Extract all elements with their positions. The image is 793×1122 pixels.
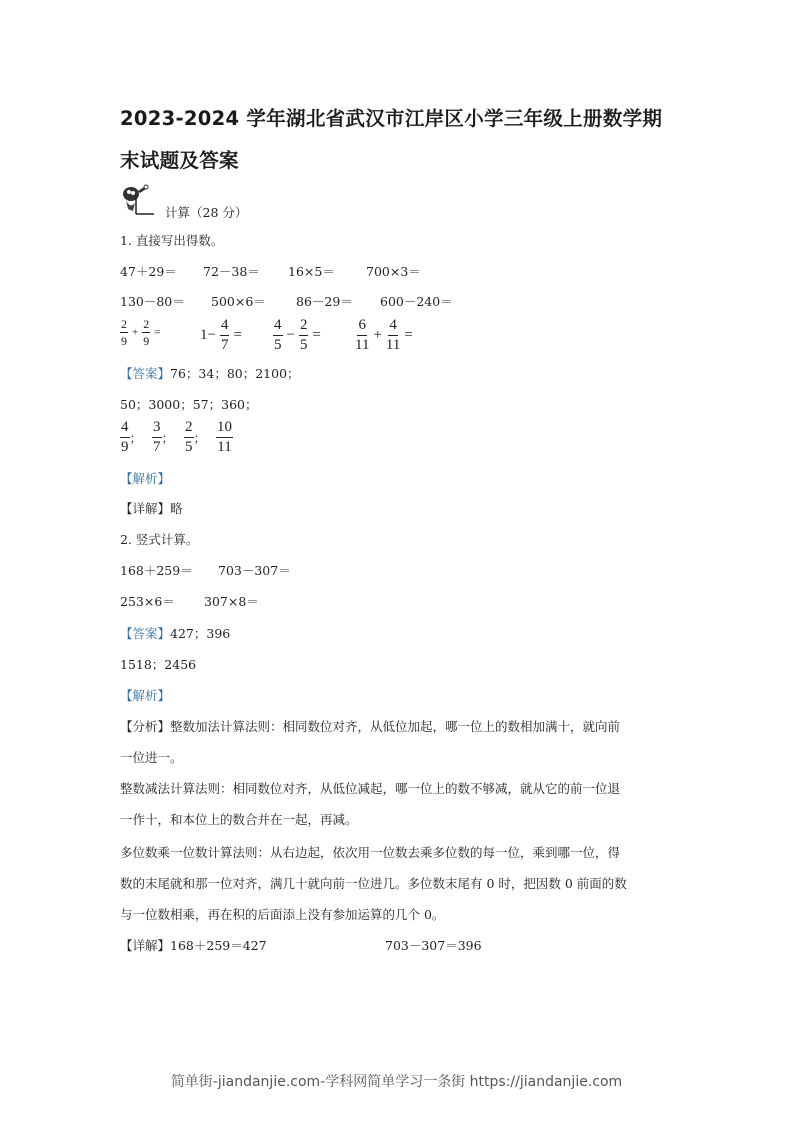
expression: 130－80＝ (120, 294, 185, 309)
fraction-expression: $\frac{6}{11}$ + $\frac{4}{11}$ = (355, 317, 413, 353)
fraction: $\frac{2}{9}$ (143, 317, 150, 348)
expression: 700×3＝ (366, 264, 421, 279)
question-1-answer-line-2: 50；3000；57；360； (120, 397, 258, 412)
fraction-expression: $\frac{2}{9}$ + $\frac{2}{9}$ = (121, 317, 161, 348)
expression: 307×8＝ (204, 594, 259, 609)
answer-label: 【答案】 (120, 366, 171, 381)
expression: 253×6＝ (120, 594, 175, 609)
expression: 47＋29＝ (120, 264, 177, 279)
fraction-expression: 1− $\frac{4}{7}$ = (200, 317, 242, 353)
question-1-prompt: 1. 直接写出得数。 (120, 233, 224, 248)
fraction: $\frac{2}{5}$ (185, 419, 193, 455)
analysis-paragraph-3-end: 与一位数相乘，再在积的后面添上没有参加运算的几个 0。 (120, 907, 445, 922)
expression: 72－38＝ (203, 264, 260, 279)
expression: 703－307＝ (218, 563, 291, 578)
document-title-line-2: 末试题及答案 (120, 149, 239, 172)
detail-label: 【详解】 (120, 501, 171, 516)
fraction: $\frac{4}{7}$ (220, 317, 229, 353)
answer-text: 76；34；80；2100； (170, 366, 300, 381)
fraction: $\frac{3}{7}$ (153, 419, 161, 455)
expression: 500×6＝ (211, 294, 266, 309)
question-2-analysis-label: 【解析】 (120, 688, 171, 703)
expression: 168＋259＝ (120, 563, 193, 578)
cartoon-pointing-icon (120, 183, 156, 217)
analysis-paragraph-1: 【分析】整数加法计算法则：相同数位对齐，从低位加起，哪一位上的数相加满十，就向前 (120, 719, 621, 734)
fraction: $\frac{2}{5}$ (299, 317, 308, 353)
expression: 86－29＝ (296, 294, 353, 309)
analysis-paragraph-2-cont: 一作十，和本位上的数合并在一起，再减。 (120, 812, 358, 827)
expression: 600－240＝ (380, 294, 453, 309)
section-heading: 计算（28 分） (165, 205, 248, 220)
question-1-answer (120, 364, 300, 382)
document-title-line-1: 2023-2024 学年湖北省武汉市江岸区小学三年级上册数学期 (120, 107, 663, 130)
question-2-prompt: 2. 竖式计算。 (120, 532, 199, 547)
fraction: $\frac{4}{11}$ (385, 317, 401, 353)
answer-label: 【答案】 (120, 626, 171, 641)
detail-label: 【详解】 (120, 938, 171, 953)
detail-text: 略 (170, 501, 183, 516)
analysis-paragraph-3: 多位数乘一位数计算法则：从右边起，依次用一位数去乘多位数的每一位，乘到哪一位，得 (120, 845, 621, 860)
detail-equation: 168＋259＝427 (170, 938, 267, 953)
question-1-answer-fractions: $\frac{4}{9}$ ； $\frac{3}{7}$ ； $\frac{2}{5}$ ； $\frac{10}{11}$ (121, 419, 232, 455)
question-2-answer-line-2: 1518；2456 (120, 657, 197, 672)
fraction: $\frac{4}{9}$ (121, 419, 129, 455)
fraction: $\frac{10}{11}$ (217, 419, 232, 455)
fraction-expression: $\frac{4}{5}$ − $\frac{2}{5}$ = (274, 317, 321, 353)
fraction: $\frac{6}{11}$ (355, 317, 370, 353)
question-2-answer (120, 624, 230, 642)
question-1-detail (120, 499, 183, 517)
question-2-detail (120, 936, 482, 954)
fraction: $\frac{2}{9}$ (121, 317, 127, 348)
page-footer: 简单街-jiandanjie.com-学科网简单学习一条街 https://jiandanjie.com (170, 1074, 623, 1090)
answer-text: 427；396 (170, 626, 231, 641)
analysis-paragraph-2: 整数减法计算法则：相同数位对齐，从低位减起，哪一位上的数不够减，就从它的前一位退 (120, 781, 621, 796)
question-1-analysis-label: 【解析】 (120, 471, 171, 486)
fraction: $\frac{4}{5}$ (274, 317, 282, 353)
expression: 16×5＝ (288, 264, 335, 279)
fenxi-label: 【分析】 (120, 719, 171, 734)
analysis-paragraph-3-cont: 数的末尾就和那一位对齐，满几十就向前一位进几。多位数末尾有 0 时，把因数 0 前面的数 (120, 876, 627, 891)
detail-equation: 703－307＝396 (385, 938, 482, 953)
analysis-paragraph-1-cont: 一位进一。 (120, 750, 183, 765)
